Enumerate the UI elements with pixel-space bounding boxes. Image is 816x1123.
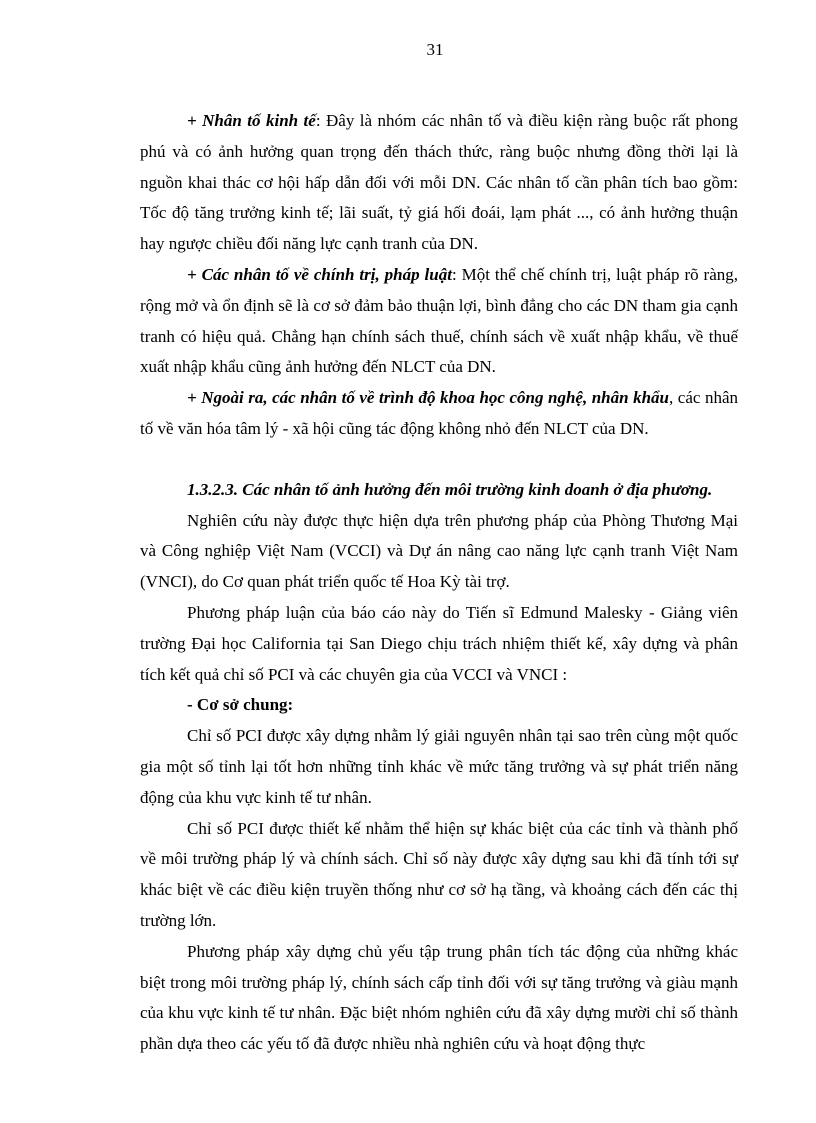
paragraph: Phương pháp xây dựng chủ yếu tập trung phân tích tác động của những khác biệt trong môi trường pháp lý, chính sách cấp tỉnh đối với sự tăng trưởng và giàu mạnh của khu vực kinh tế tư nhân. Đặc biệt nhóm nghiên cứu đã xây dựng mười chỉ số thành phần dựa theo các yếu tố đã được nhiều nhà nghiên cứu và hoạt động thực	[140, 941, 738, 1054]
factor-text: Đây là nhóm các nhân tố và điều kiện ràng buộc rất phong phú và có ảnh hưởng quan trọng đến thách thức, ràng buộc nhưng đồng thời lại là nguồn khai thác cơ hội hấp dẫn đối với mỗi DN. Các nhân tố cần phân tích bao gồm: Tốc độ tăng trưởng kinh tế; lãi suất, tỷ giá hối đoái, lạm phát ..., có ảnh hưởng thuận hay ngược chiều đối năng lực cạnh tranh của DN.	[140, 111, 738, 254]
paragraph: Chỉ số PCI được thiết kế nhằm thể hiện sự khác biệt của các tỉnh và thành phố về môi trường pháp lý và chính sách. Chỉ số này được xây dựng sau khi đã tính tới sự khác biệt về các điều kiện truyền thống như cơ sở hạ tầng, và khoảng cách đến các thị trường lớn.	[140, 818, 738, 930]
paragraph: Phương pháp luận của báo cáo này do Tiến sĩ Edmund Malesky - Giảng viên trường Đại học California tại San Diego chịu trách nhiệm thiết kế, xây dựng và phân tích kết quả chỉ số PCI và các chuyên gia của VCCI và VNCI :	[140, 602, 738, 684]
factor-text: Một thể chế chính trị, luật pháp rõ ràng, rộng mở và ổn định sẽ là cơ sở đảm bảo thuận lợi, bình đẳng cho các DN tham gia cạnh tranh có hiệu quả. Chẳng hạn chính sách thuế, chính sách về xuất nhập khẩu, về thuế xuất nhập khẩu cũng ảnh hưởng đến NLCT của DN.	[140, 264, 738, 377]
factor-other	[140, 383, 738, 445]
factor-separator: ,	[669, 388, 678, 408]
paragraph: Nghiên cứu này được thực hiện dựa trên phương pháp của Phòng Thương Mại và Công nghiệp Việt Nam (VCCI) và Dự án nâng cao năng lực cạnh tranh Việt Nam (VNCI), do Cơ quan phát triển quốc tế Hoa Kỳ tài trợ.	[140, 510, 738, 592]
factor-lead: + Nhân tố kinh tế	[187, 111, 316, 130]
subheading: - Cơ sở chung:	[187, 695, 294, 715]
paragraph: Chỉ số PCI được xây dựng nhằm lý giải nguyên nhân tại sao trên cùng một quốc gia một số tỉnh lại tốt hơn những tỉnh khác về mức tăng trưởng và sự phát triển năng động của khu vực kinh tế tư nhân.	[140, 726, 738, 807]
page-number: 31	[426, 40, 444, 59]
factor-lead: + Các nhân tố về chính trị, pháp luật	[187, 264, 452, 284]
factor-text: các nhân tố về văn hóa tâm lý - xã hội cũng tác động không nhỏ đến NLCT của DN.	[140, 388, 738, 438]
document-body	[140, 106, 738, 1060]
factor-economic	[140, 106, 738, 260]
factor-separator: :	[315, 111, 327, 130]
factor-lead: + Ngoài ra, các nhân tố về trình độ khoa học công nghệ, nhân khẩu	[187, 388, 670, 408]
factor-separator: :	[451, 264, 462, 284]
factor-political-legal	[140, 260, 738, 383]
section-heading: 1.3.2.3. Các nhân tố ảnh hưởng đến môi trường kinh doanh ở địa phương.	[187, 479, 713, 499]
